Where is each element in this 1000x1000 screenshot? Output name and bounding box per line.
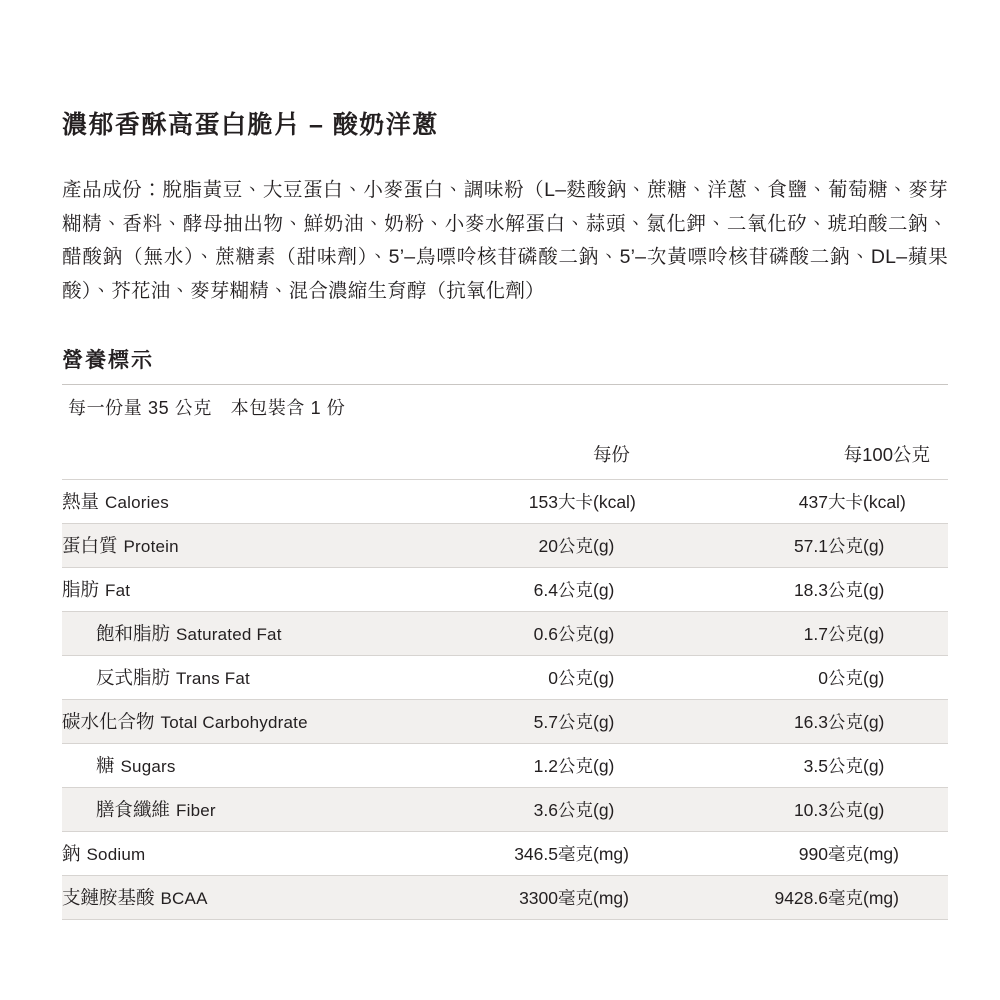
per-100g-unit: 公克(g) — [828, 800, 885, 821]
table-row — [62, 744, 948, 788]
nutrient-label-en: Saturated Fat — [176, 625, 282, 645]
per-serving-value: 0 — [548, 668, 558, 689]
table-row — [62, 832, 948, 876]
nutrient-label-zh: 鈉 — [62, 843, 81, 865]
per-100g-value: 57.1 — [793, 536, 828, 557]
per-serving-value: 5.7 — [533, 712, 558, 733]
serving-size-line: 每一份量 35 公克 本包裝含 1 份 — [62, 384, 948, 431]
column-header-blank — [62, 431, 558, 480]
per-serving-unit: 公克(g) — [558, 536, 615, 557]
per-100g-value: 0 — [818, 668, 828, 689]
nutrient-label-zh: 膳食纖維 — [96, 799, 171, 821]
column-header-per-100g: 每100公克 — [843, 444, 930, 466]
per-100g-unit: 公克(g) — [828, 712, 885, 733]
per-serving-unit: 大卡(kcal) — [558, 492, 636, 513]
nutrient-label-en: Trans Fat — [176, 669, 250, 689]
table-row — [62, 568, 948, 612]
per-serving-unit: 毫克(mg) — [558, 844, 629, 865]
nutrient-label-en: Fat — [105, 581, 131, 601]
nutrition-heading: 營養標示 — [62, 349, 154, 373]
per-100g-value: 9428.6 — [774, 888, 828, 909]
nutrition-table — [62, 431, 948, 920]
nutrient-label-zh: 蛋白質 — [62, 535, 118, 557]
nutrient-label — [62, 700, 462, 744]
nutrient-label — [62, 788, 462, 832]
nutrient-label-zh: 糖 — [96, 755, 115, 777]
per-100g-value: 3.5 — [803, 756, 828, 777]
nutrient-label-zh: 反式脂肪 — [96, 667, 171, 689]
nutrient-label — [62, 656, 462, 700]
nutrient-label-en: Fiber — [176, 801, 216, 821]
per-serving-unit: 公克(g) — [558, 800, 615, 821]
nutrient-label — [62, 876, 462, 920]
per-100g-unit: 公克(g) — [828, 536, 885, 557]
nutrient-label-zh: 熱量 — [62, 491, 100, 513]
per-serving-value: 6.4 — [533, 580, 558, 601]
nutrient-label-zh: 飽和脂肪 — [96, 623, 171, 645]
column-header-per-serving: 每份 — [592, 444, 630, 466]
per-100g-value: 18.3 — [793, 580, 828, 601]
per-100g-value: 1.7 — [803, 624, 828, 645]
nutrient-label — [62, 480, 462, 524]
per-100g-value: 437 — [798, 492, 828, 513]
nutrient-label-en: BCAA — [160, 889, 208, 909]
table-row — [62, 612, 948, 656]
table-row — [62, 788, 948, 832]
nutrient-label — [62, 832, 462, 876]
per-serving-unit: 公克(g) — [558, 668, 615, 689]
nutrient-label — [62, 524, 462, 568]
nutrient-label — [62, 612, 462, 656]
per-100g-unit: 公克(g) — [828, 580, 885, 601]
per-serving-value: 3.6 — [533, 800, 558, 821]
per-serving-unit: 公克(g) — [558, 712, 615, 733]
per-100g-unit: 毫克(mg) — [828, 844, 899, 865]
table-row — [62, 656, 948, 700]
table-row — [62, 524, 948, 568]
table-row — [62, 480, 948, 524]
per-serving-unit: 公克(g) — [558, 580, 615, 601]
per-100g-unit: 公克(g) — [828, 624, 885, 645]
per-serving-value: 20 — [538, 536, 558, 557]
page-title: 濃郁香酥高蛋白脆片 – 酸奶洋蔥 — [62, 111, 439, 139]
nutrient-label — [62, 744, 462, 788]
per-serving-value: 3300 — [519, 888, 558, 909]
per-100g-value: 16.3 — [793, 712, 828, 733]
per-100g-unit: 公克(g) — [828, 668, 885, 689]
per-100g-unit: 大卡(kcal) — [828, 492, 906, 513]
nutrition-table-head — [62, 431, 948, 480]
nutrient-label-zh: 支鏈胺基酸 — [62, 887, 155, 909]
per-serving-value: 1.2 — [533, 756, 558, 777]
per-100g-unit: 毫克(mg) — [828, 888, 899, 909]
per-100g-unit: 公克(g) — [828, 756, 885, 777]
nutrient-label-en: Sodium — [86, 845, 146, 865]
per-serving-unit: 公克(g) — [558, 756, 615, 777]
nutrient-label-zh: 碳水化合物 — [62, 711, 155, 733]
nutrient-label-en: Sugars — [120, 757, 176, 777]
table-row — [62, 700, 948, 744]
nutrient-label-zh: 脂肪 — [62, 579, 100, 601]
per-serving-value: 346.5 — [514, 844, 558, 865]
ingredients-paragraph: 產品成份：脫脂黃豆、大豆蛋白、小麥蛋白、調味粉（L–麩酸鈉、蔗糖、洋蔥、食鹽、葡萄糖、麥芽糊精、香料、酵母抽出物、鮮奶油、奶粉、小麥水解蛋白、蒜頭、氯化鉀、二氧化矽、琥珀酸二鈉、醋酸鈉（無水）、蔗糖素（甜味劑）、5’–鳥嘌呤核苷磷酸二鈉、5’–次黃嘌呤核苷磷酸二鈉、DL–蘋果酸）、芥花油、麥芽糊精、混合濃縮生育醇（抗氧化劑） — [62, 179, 948, 302]
nutrition-table-body — [62, 480, 948, 920]
per-serving-unit: 毫克(mg) — [558, 888, 629, 909]
nutrient-label-en: Protein — [123, 537, 179, 557]
nutrient-label-en: Calories — [105, 493, 169, 513]
per-serving-value: 0.6 — [533, 624, 558, 645]
per-serving-value: 153 — [528, 492, 558, 513]
table-header-row — [62, 431, 948, 480]
nutrient-label-en: Total Carbohydrate — [160, 713, 308, 733]
nutrient-label — [62, 568, 462, 612]
per-100g-value: 10.3 — [793, 800, 828, 821]
table-row — [62, 876, 948, 920]
per-serving-unit: 公克(g) — [558, 624, 615, 645]
per-100g-value: 990 — [798, 844, 828, 865]
